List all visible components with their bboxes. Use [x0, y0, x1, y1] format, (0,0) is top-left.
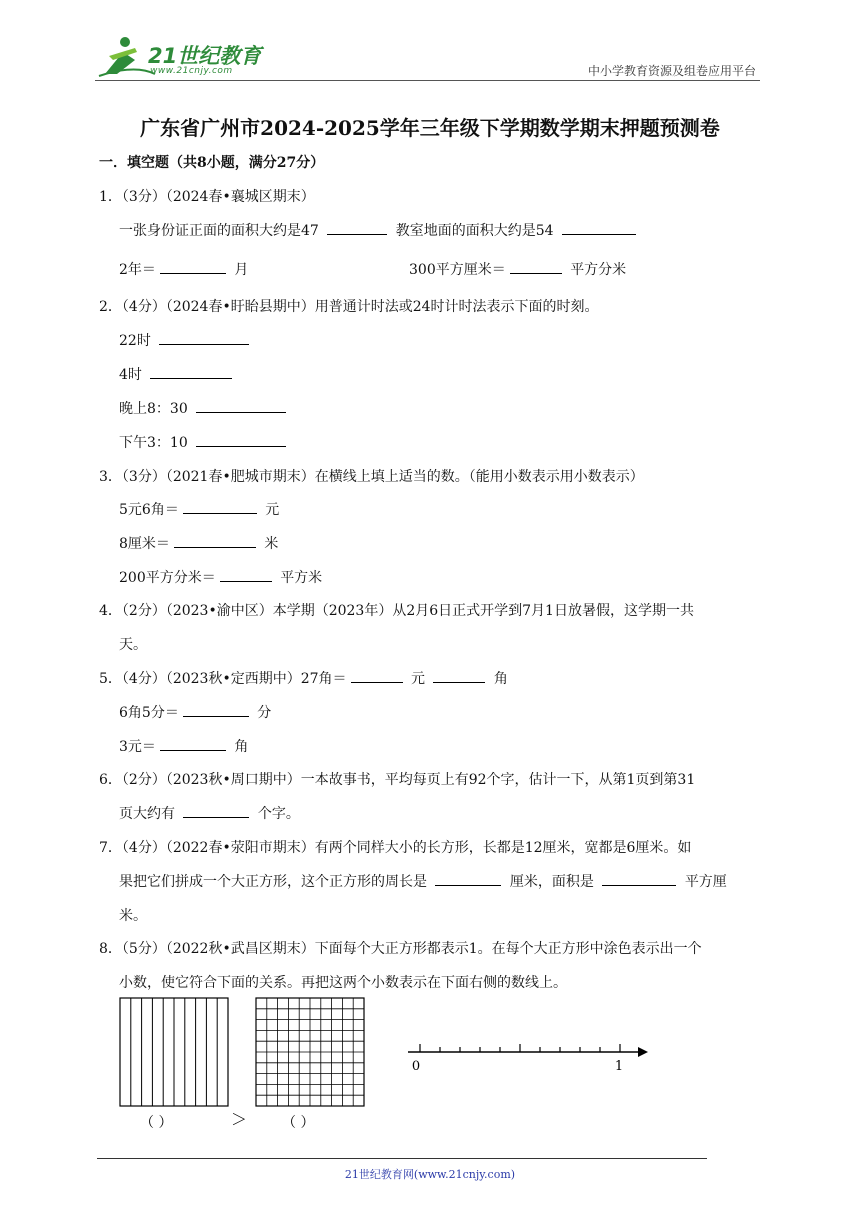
- q5-text: 5．（4分）（2023秋•定西期中）27角＝: [99, 671, 347, 687]
- question-2-item: [119, 330, 253, 350]
- question-5-stem: [99, 668, 508, 688]
- q3-unit: 元: [265, 502, 280, 518]
- q5-text: 3元＝: [119, 739, 156, 755]
- question-7-cont2: 米。: [119, 908, 147, 924]
- question-4-stem: 4．（2分）（2023•渝中区）本学期（2023年）从2月6日正式开学到7月1日放暑假，这学期一共: [99, 603, 694, 619]
- q1-text-a: 一张身份证正面的面积大约是47: [119, 223, 319, 239]
- answer-blank[interactable]: [196, 398, 286, 413]
- question-2-item: [119, 364, 236, 384]
- answer-blank[interactable]: [183, 702, 249, 717]
- number-line[interactable]: [408, 1044, 648, 1074]
- q3-text: 8厘米＝: [119, 536, 170, 552]
- section-heading: 一．填空题（共8小题，满分27分）: [99, 155, 325, 171]
- answer-blank[interactable]: [160, 736, 226, 751]
- q2-item-label: 4时: [119, 367, 142, 383]
- answer-blank[interactable]: [150, 364, 232, 379]
- answer-blank[interactable]: [183, 499, 257, 514]
- answer-blank[interactable]: [562, 220, 636, 235]
- question-3-item: [119, 567, 322, 587]
- logo-text: 21世纪教育: [148, 44, 262, 68]
- answer-blank[interactable]: [159, 330, 249, 345]
- q2-item-label: 下午3：10: [119, 435, 188, 451]
- question-7-stem: 7．（4分）（2022春•荥阳市期末）有两个同样大小的长方形，长都是12厘米，宽都是6厘米。如: [99, 840, 692, 856]
- answer-blank[interactable]: [433, 668, 485, 683]
- question-7-cont: [119, 871, 727, 891]
- axis-start-label: 0: [411, 1059, 421, 1074]
- q1-text: 2年＝: [119, 262, 156, 278]
- answer-blank[interactable]: [351, 668, 403, 683]
- q5-unit: 角: [234, 739, 249, 755]
- question-3-item: [119, 499, 279, 519]
- q2-item-label: 22时: [119, 333, 151, 349]
- footer-divider: [97, 1158, 707, 1159]
- left-answer-paren: （ ）: [140, 1115, 173, 1131]
- answer-blank[interactable]: [174, 533, 256, 548]
- q6-text: 页大约有: [119, 806, 175, 822]
- q7-text: 厘米，面积是: [509, 874, 594, 890]
- header-divider: [95, 80, 760, 81]
- q5-text: 6角5分＝: [119, 705, 179, 721]
- question-3-item: [119, 533, 278, 553]
- question-6-cont: [119, 803, 300, 823]
- question-8-stem: 8．（5分）（2022秋•武昌区期末）下面每个大正方形都表示1。在每个大正方形中涂色表示出一个: [99, 941, 702, 957]
- q1-text-b: 教室地面的面积大约是54: [395, 223, 554, 239]
- page-title: 广东省广州市2024-2025学年三年级下学期数学期末押题预测卷: [140, 116, 720, 140]
- answer-blank[interactable]: [183, 803, 249, 818]
- q3-text: 200平方分米＝: [119, 570, 216, 586]
- right-answer-paren: （ ）: [282, 1115, 315, 1131]
- q7-text: 平方厘: [684, 874, 727, 890]
- q1-unit: 平方分米: [570, 262, 627, 278]
- hundredths-square[interactable]: [256, 998, 364, 1106]
- q3-text: 5元6角＝: [119, 502, 179, 518]
- question-3-stem: 3．（3分）（2021春•肥城市期末）在横线上填上适当的数。（能用小数表示用小数表示）: [99, 469, 644, 485]
- q5-unit: 元: [410, 671, 425, 687]
- answer-blank[interactable]: [220, 567, 272, 582]
- axis-end-label: 1: [614, 1059, 624, 1074]
- answer-blank[interactable]: [602, 871, 676, 886]
- question-8-figure: [110, 990, 670, 1140]
- answer-blank[interactable]: [196, 432, 286, 447]
- question-2-stem: 2．（4分）（2024春•盱眙县期中）用普通计时法或24时计时法表示下面的时刻。: [99, 299, 599, 315]
- number-line-ticks: [420, 1044, 620, 1052]
- question-6-stem: 6．（2分）（2023秋•周口期中）一本故事书，平均每页上有92个字，估计一下，从第1页到第31: [99, 772, 696, 788]
- answer-blank[interactable]: [510, 259, 562, 274]
- answer-blank[interactable]: [160, 259, 226, 274]
- logo-url: www.21cnjy.com: [150, 66, 233, 76]
- q5-unit: 分: [257, 705, 272, 721]
- greater-than-sign: ＞: [231, 1110, 248, 1129]
- footer-text: 21世纪教育网(www.21cnjy.com): [344, 1168, 516, 1181]
- question-1-stem: 1．（3分）（2024春•襄城区期末）: [99, 189, 315, 205]
- question-1-line-1: [119, 220, 640, 240]
- platform-name: 中小学教育资源及组卷应用平台: [587, 64, 756, 78]
- question-5-item: [119, 702, 271, 722]
- q3-unit: 米: [264, 536, 279, 552]
- q6-text: 个字。: [257, 806, 300, 822]
- question-2-item: [119, 398, 290, 418]
- q1-text: 300平方厘米＝: [409, 262, 506, 278]
- question-1-line-2b: [409, 259, 626, 279]
- question-2-item: [119, 432, 290, 452]
- q5-unit: 角: [493, 671, 508, 687]
- q1-unit: 月: [234, 262, 249, 278]
- question-5-item: [119, 736, 248, 756]
- question-1-line-2a: [119, 259, 248, 279]
- answer-blank[interactable]: [327, 220, 387, 235]
- q7-text: 果把它们拼成一个大正方形，这个正方形的周长是: [119, 874, 427, 890]
- tenths-square[interactable]: [120, 998, 228, 1106]
- q3-unit: 平方米: [280, 570, 323, 586]
- question-4-cont: 天。: [119, 637, 147, 653]
- q2-item-label: 晚上8：30: [119, 401, 188, 417]
- question-8-cont: 小数，使它符合下面的关系。再把这两个小数表示在下面右侧的数线上。: [119, 975, 567, 991]
- answer-blank[interactable]: [435, 871, 501, 886]
